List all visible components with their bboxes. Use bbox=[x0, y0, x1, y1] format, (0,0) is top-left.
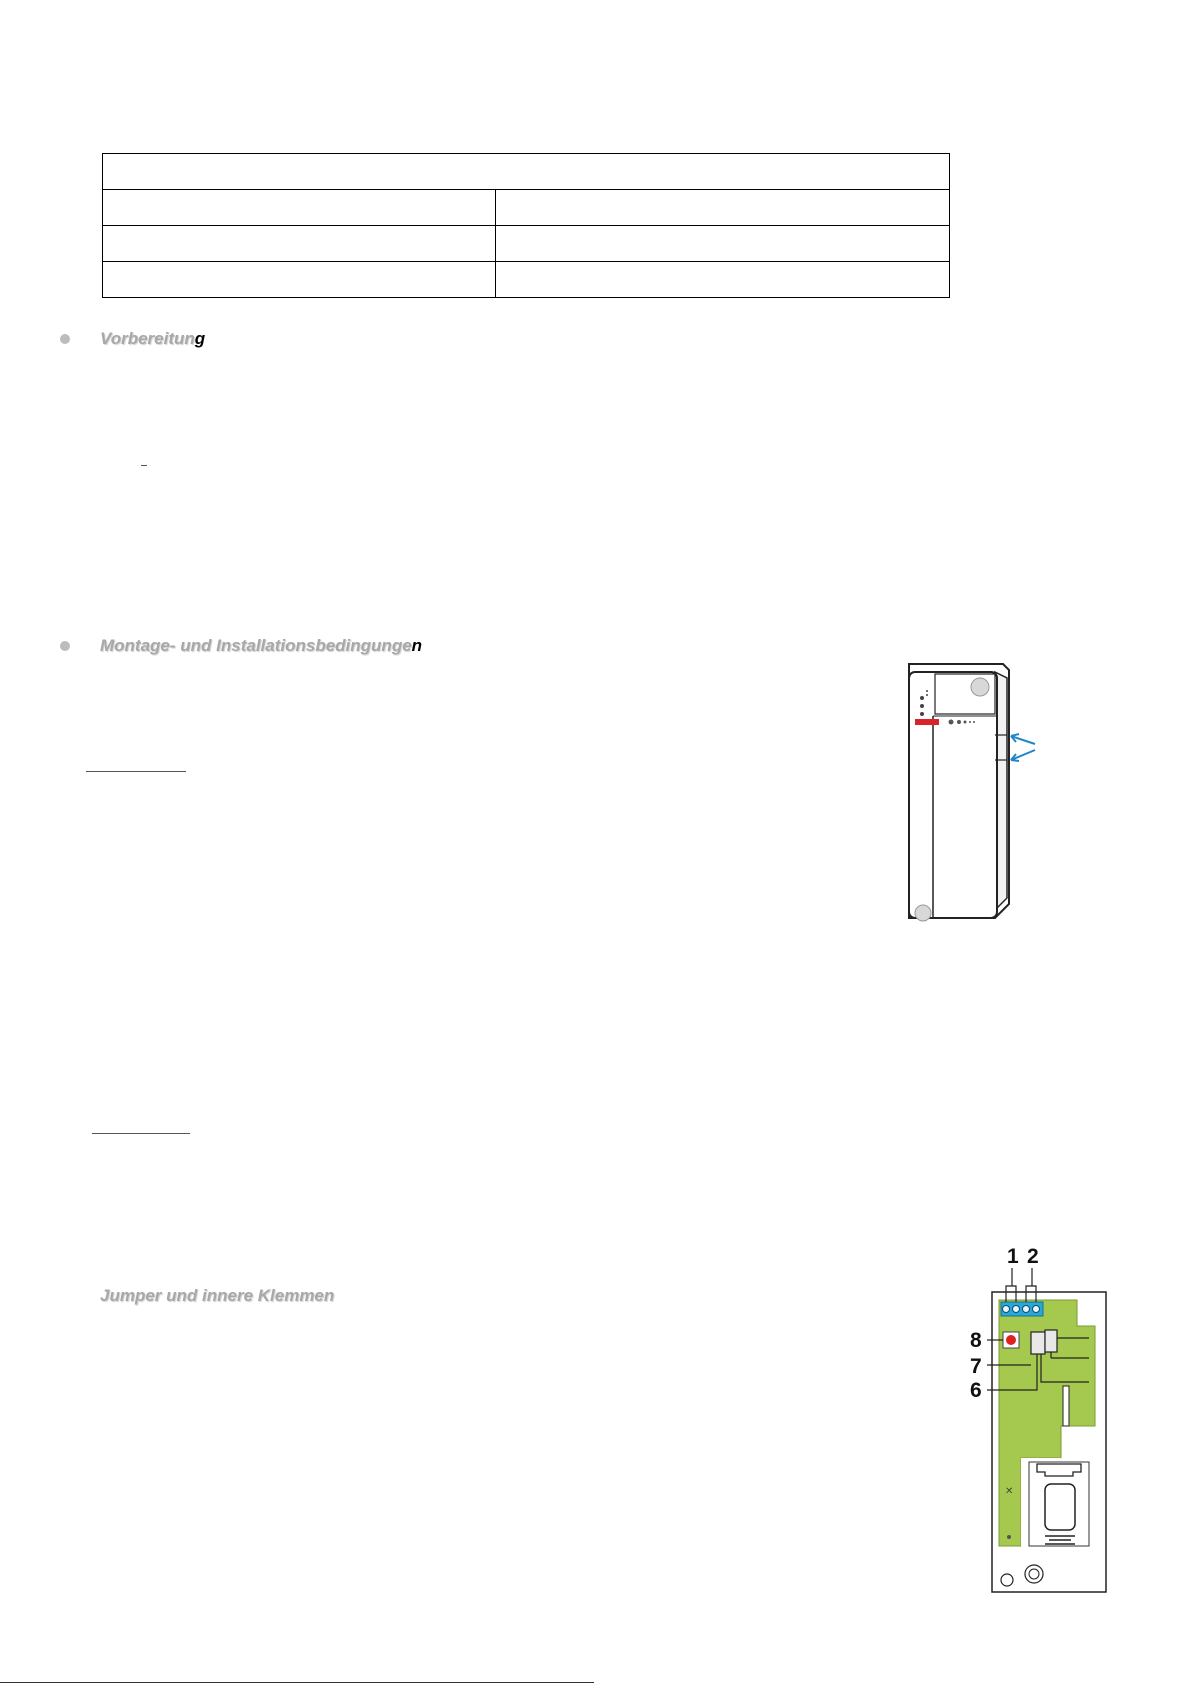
table-cell bbox=[496, 262, 950, 298]
table-cell bbox=[496, 190, 950, 226]
screw-icon bbox=[971, 678, 989, 696]
jumper-icon bbox=[1045, 1330, 1057, 1352]
heading-montage bbox=[100, 636, 422, 656]
bullet-icon bbox=[60, 641, 70, 651]
table-header-cell bbox=[103, 154, 950, 190]
heading-jumper: Jumper und innere Klemmen bbox=[100, 1286, 335, 1305]
table-header-row bbox=[103, 154, 950, 190]
heading-montage-main: Montage- und Installationsbedingunge bbox=[100, 636, 412, 655]
table-row bbox=[103, 226, 950, 262]
pcb-label-1: 1 bbox=[1007, 1245, 1019, 1268]
jumper-icon bbox=[1031, 1332, 1045, 1354]
table-cell bbox=[103, 190, 496, 226]
underline-rule bbox=[86, 771, 186, 772]
pcb-label-6: 6 bbox=[970, 1379, 982, 1402]
table-cell bbox=[103, 226, 496, 262]
footer-rule bbox=[0, 1682, 594, 1683]
table-cell bbox=[496, 226, 950, 262]
red-indicator bbox=[915, 719, 939, 725]
heading-vorbereitung-main: Vorbereitun bbox=[100, 329, 195, 348]
svg-text:✕: ✕ bbox=[1005, 1486, 1014, 1497]
table-cell bbox=[103, 262, 496, 298]
screw-icon bbox=[915, 905, 931, 921]
heading-vorbereitung bbox=[100, 329, 205, 349]
pcb-label-2: 2 bbox=[1027, 1245, 1039, 1268]
heading-vorbereitung-last: g bbox=[194, 329, 206, 348]
bullet-icon bbox=[60, 334, 70, 344]
table-row bbox=[103, 262, 950, 298]
tamper-button-icon bbox=[1006, 1335, 1016, 1345]
table-row bbox=[103, 190, 950, 226]
pcb-label-7: 7 bbox=[970, 1355, 982, 1378]
pcb-label-8: 8 bbox=[970, 1329, 982, 1352]
reed-switch-icon bbox=[1045, 1484, 1075, 1530]
spec-table bbox=[102, 153, 950, 298]
device-front bbox=[909, 672, 997, 918]
small-dash bbox=[141, 465, 147, 466]
device-illustration bbox=[895, 660, 1075, 932]
pcb-diagram bbox=[965, 1240, 1115, 1600]
underline-rule bbox=[92, 1133, 190, 1134]
heading-montage-last: n bbox=[411, 636, 423, 655]
